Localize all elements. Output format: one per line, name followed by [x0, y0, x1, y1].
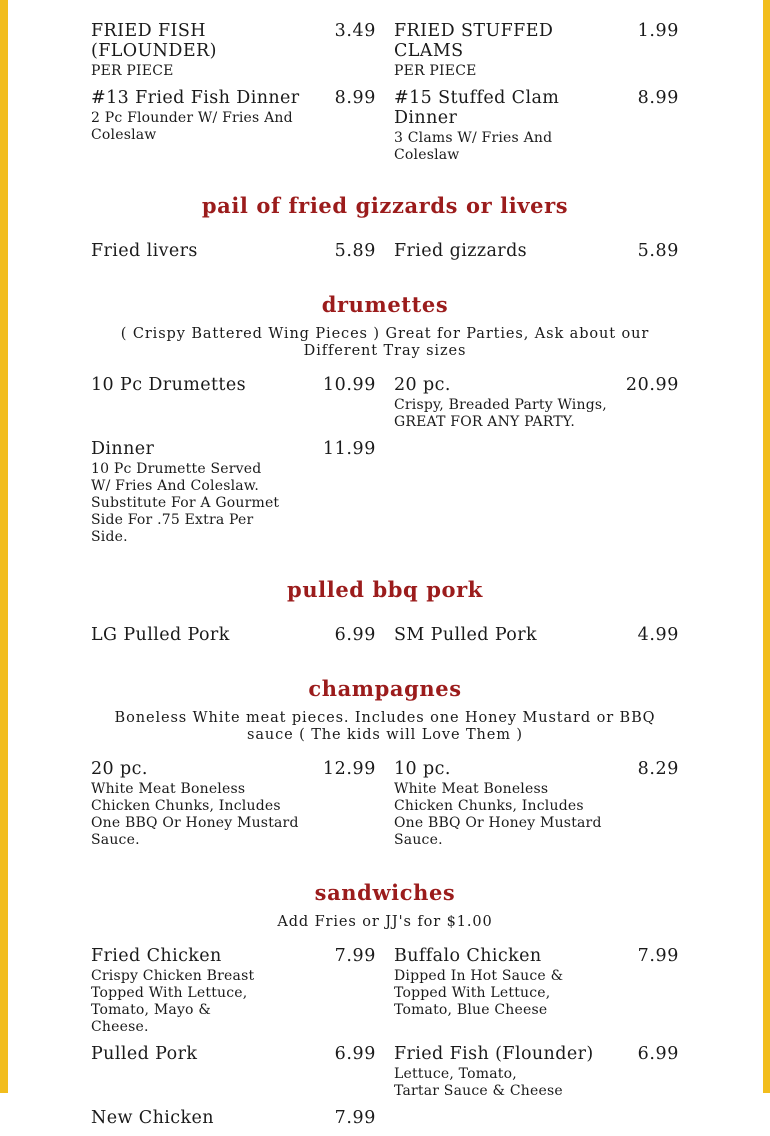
item-name: 20 pc.: [394, 375, 451, 395]
menu-item-lg-pulled-pork: [91, 625, 376, 645]
item-price: 5.89: [637, 241, 679, 261]
item-desc: 3 Clams W/ Fries And Coleslaw: [394, 130, 553, 163]
item-price: 10.99: [322, 375, 376, 395]
menu-content: [91, 0, 679, 1136]
item-price: 20.99: [625, 375, 679, 395]
item-price: 7.99: [637, 946, 679, 966]
item-desc: White Meat Boneless Chicken Chunks, Includes One BBQ Or Honey Mustard Sauce.: [91, 781, 299, 848]
item-price: 6.99: [637, 1044, 679, 1064]
menu-row: [91, 241, 679, 269]
menu-item-20pc-champagnes: [91, 759, 376, 849]
menu-row: [91, 625, 679, 653]
item-name: 20 pc.: [91, 759, 148, 779]
item-price: 6.99: [334, 625, 376, 645]
section-title: pulled bbq pork: [287, 577, 483, 602]
item-desc: Lettuce, Tomato, Tartar Sauce & Cheese: [394, 1066, 563, 1099]
section-subtitle: ( Crispy Battered Wing Pieces ) Great for Parties, Ask about our Different Tray sizes: [120, 326, 650, 359]
item-name: Fried gizzards: [394, 241, 528, 261]
menu-row: [91, 946, 679, 1044]
section-title: pail of fried gizzards or livers: [201, 193, 569, 218]
menu-row: [91, 439, 679, 554]
item-price: 8.99: [637, 88, 679, 108]
section-subtitle: Add Fries or JJ's for $1.00: [277, 914, 493, 930]
item-price: 4.99: [637, 625, 679, 645]
item-price: 7.99: [334, 946, 376, 966]
item-desc: PER PIECE: [394, 63, 477, 79]
item-name: Fried Fish (Flounder): [394, 1044, 594, 1064]
item-name: SM Pulled Pork: [394, 625, 538, 645]
item-name: New Chicken: [91, 1108, 214, 1128]
item-name: Fried Chicken: [91, 946, 222, 966]
item-desc: 10 Pc Drumette Served W/ Fries And Coleslaw. Substitute For A Gourmet Side For .75 Extra Per Side.: [91, 461, 280, 545]
empty-cell: [394, 439, 679, 554]
section-subtitle: Boneless White meat pieces. Includes one Honey Mustard or BBQ sauce ( The kids will Love Them ): [114, 710, 656, 743]
menu-row: [91, 21, 679, 88]
menu-item-buffalo-chicken-sandwich: [394, 946, 679, 1036]
section-title: sandwiches: [314, 880, 456, 905]
item-price: 6.99: [334, 1044, 376, 1064]
menu-item-fried-fish: [91, 21, 376, 80]
menu-item-fish-dinner: [91, 88, 376, 164]
item-name: 10 pc.: [394, 759, 451, 779]
item-price: 7.99: [334, 1108, 376, 1128]
item-desc: Crispy Chicken Breast Topped With Lettuce, Tomato, Mayo & Cheese.: [91, 968, 255, 1035]
menu-item-fried-gizzards: [394, 241, 679, 261]
item-name: Dinner: [91, 439, 155, 459]
menu-row: [91, 759, 679, 857]
menu-item-20pc-drumettes: [394, 375, 679, 431]
menu-item-fried-fish-sandwich: [394, 1044, 679, 1100]
item-name: Buffalo Chicken: [394, 946, 542, 966]
item-desc: Crispy, Breaded Party Wings, GREAT FOR ANY PARTY.: [394, 397, 607, 430]
menu-item-fried-stuffed-clams: [394, 21, 679, 80]
item-price: 5.89: [334, 241, 376, 261]
item-name: FRIED FISH (FLOUNDER): [91, 21, 217, 61]
empty-cell: [394, 1108, 679, 1136]
menu-item-10pc-champagnes: [394, 759, 679, 849]
menu-row: [91, 1108, 679, 1136]
menu-item-clam-dinner: [394, 88, 679, 164]
item-name: Fried livers: [91, 241, 198, 261]
menu-item-pulled-pork-sandwich: [91, 1044, 376, 1100]
left-border: [0, 0, 8, 1093]
item-name: #15 Stuffed Clam Dinner: [394, 88, 560, 128]
item-name: 10 Pc Drumettes: [91, 375, 246, 395]
menu-item-drumette-dinner: [91, 439, 376, 546]
section-title: drumettes: [321, 292, 449, 317]
item-desc: PER PIECE: [91, 63, 174, 79]
item-desc: White Meat Boneless Chicken Chunks, Includes One BBQ Or Honey Mustard Sauce.: [394, 781, 602, 848]
item-price: 1.99: [637, 21, 679, 41]
menu-item-fried-livers: [91, 241, 376, 261]
item-price: 12.99: [322, 759, 376, 779]
item-name: LG Pulled Pork: [91, 625, 230, 645]
menu-item-fried-chicken-sandwich: [91, 946, 376, 1036]
menu-row: [91, 375, 679, 439]
item-price: 8.29: [637, 759, 679, 779]
right-border: [763, 0, 770, 1093]
menu-row: [91, 88, 679, 172]
item-price: 3.49: [334, 21, 376, 41]
section-title: champagnes: [308, 676, 462, 701]
item-desc: 2 Pc Flounder W/ Fries And Coleslaw: [91, 110, 293, 143]
item-name: Pulled Pork: [91, 1044, 198, 1064]
menu-item-new-chicken-sandwich: [91, 1108, 376, 1128]
item-price: 8.99: [334, 88, 376, 108]
menu-item-sm-pulled-pork: [394, 625, 679, 645]
item-desc: Dipped In Hot Sauce & Topped With Lettuce, Tomato, Blue Cheese: [394, 968, 564, 1018]
menu-item-10pc-drumettes: [91, 375, 376, 431]
item-price: 11.99: [322, 439, 376, 459]
menu-row: [91, 1044, 679, 1108]
item-name: #13 Fried Fish Dinner: [91, 88, 300, 108]
item-name: FRIED STUFFED CLAMS: [394, 21, 554, 61]
